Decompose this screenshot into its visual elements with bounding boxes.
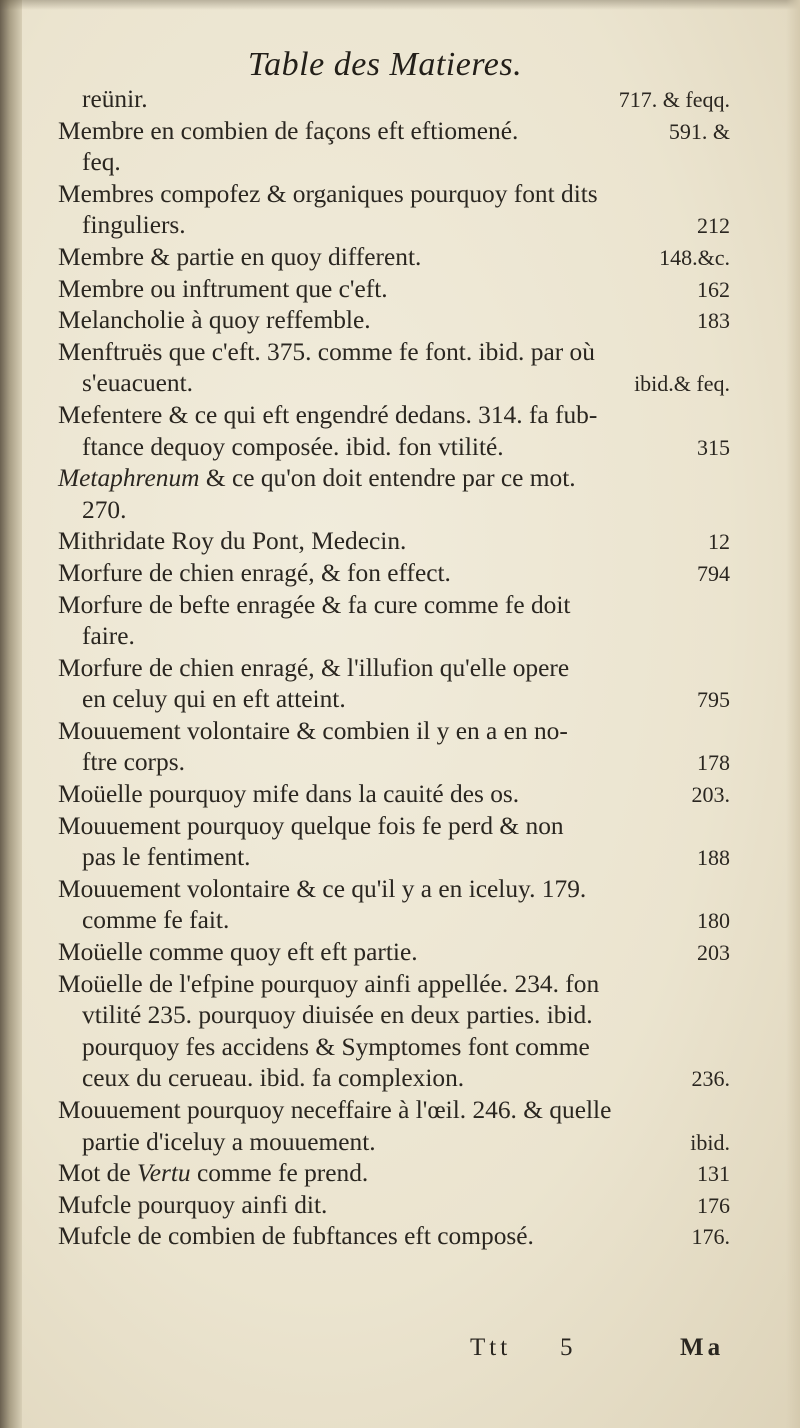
index-entry xyxy=(58,590,730,622)
index-entry xyxy=(58,969,730,1001)
entry-text: pas le fentiment. xyxy=(82,843,251,872)
entry-page: 591. & xyxy=(668,118,730,144)
index-entry xyxy=(58,400,730,432)
index-entry xyxy=(58,84,730,116)
entry-text: Morfure de befte enragée & fa cure comme fe doit xyxy=(58,590,571,619)
entry-page: 236. xyxy=(691,1066,730,1092)
index-entry xyxy=(58,874,730,906)
entry-text: Melancholie à quoy reffemble. xyxy=(58,306,371,335)
entry-page: 203 xyxy=(697,940,730,966)
index-entry xyxy=(58,526,730,558)
entry-page: 12 xyxy=(708,529,730,555)
index-entry xyxy=(58,242,730,274)
index-entry xyxy=(58,811,730,843)
index-entry xyxy=(58,1063,730,1095)
entry-text: Mouuement pourquoy quelque fois fe perd & non xyxy=(58,811,564,840)
index-entry xyxy=(58,495,730,527)
entry-text: Mot de Vertu comme fe prend. xyxy=(58,1159,369,1188)
entry-page: 162 xyxy=(697,276,730,302)
entry-text: Mefentere & ce qui eft engendré dedans. 314. fa fub- xyxy=(58,400,598,429)
entry-text: en celuy qui en eft atteint. xyxy=(82,685,346,714)
entry-page: 176. xyxy=(691,1224,730,1250)
index-entry xyxy=(58,1095,730,1127)
index-entry xyxy=(58,905,730,937)
entry-page: 795 xyxy=(697,687,730,713)
index-entry xyxy=(58,432,730,464)
italic-term: Vertu xyxy=(137,1159,191,1188)
index-entry xyxy=(58,1032,730,1064)
index-entry xyxy=(58,147,730,179)
entry-text: Morfure de chien enragé, & l'illufion qu'elle opere xyxy=(58,653,570,682)
entry-page: 180 xyxy=(697,908,730,934)
catchword: Ma xyxy=(680,1334,725,1361)
entry-text: feq. xyxy=(82,148,121,177)
entry-text: ceux du cerueau. ibid. fa complexion. xyxy=(82,1064,465,1093)
index-entry xyxy=(58,716,730,748)
entry-text: ftance dequoy composée. ibid. fon vtilité. xyxy=(82,432,504,461)
index-entry xyxy=(58,558,730,590)
index-entry xyxy=(58,1000,730,1032)
page-edge xyxy=(786,0,800,1428)
signature-number: 5 xyxy=(560,1334,577,1361)
entry-page: ibid. xyxy=(690,1129,730,1155)
entry-text: s'euacuent. xyxy=(82,369,194,398)
entry-page: 203. xyxy=(691,782,730,808)
entry-page: 131 xyxy=(697,1161,730,1187)
entry-text: Menftruës que c'eft. 375. comme fe font. ibid. par où xyxy=(58,337,595,366)
entry-page: 176 xyxy=(697,1192,730,1218)
index-entry xyxy=(58,653,730,685)
index-entry xyxy=(58,210,730,242)
index-entry xyxy=(58,305,730,337)
entry-text: Mouuement pourquoy neceffaire à l'œil. 246. & quelle xyxy=(58,1096,612,1124)
entry-page: 717. & feqq. xyxy=(618,87,730,112)
entry-text: vtilité 235. pourquoy diuisée en deux parties. ibid. xyxy=(82,1001,593,1030)
entry-text: Moüelle de l'efpine pourquoy ainfi appellée. 234. fon xyxy=(58,969,600,998)
entry-text: Mouuement volontaire & ce qu'il y a en iceluy. 179. xyxy=(58,874,587,903)
entry-text: 270. xyxy=(82,495,127,524)
entry-text: partie d'iceluy a mouuement. xyxy=(82,1127,376,1156)
index-entry xyxy=(58,1190,730,1222)
binding-gutter xyxy=(0,0,22,1428)
entry-text: ftre corps. xyxy=(82,748,185,777)
entry-page: 188 xyxy=(697,845,730,871)
index-entry xyxy=(58,747,730,779)
italic-term: Metaphrenum xyxy=(58,464,200,493)
entry-page: 183 xyxy=(697,308,730,334)
page-footer xyxy=(0,1334,800,1368)
signature-mark: Ttt xyxy=(470,1334,512,1361)
index-entry xyxy=(58,368,730,400)
index-entry xyxy=(58,1127,730,1159)
entry-text: finguliers. xyxy=(82,211,186,240)
entry-page: ibid.& feq. xyxy=(634,371,730,397)
index-entry xyxy=(58,463,730,495)
entry-text: Moüelle comme quoy eft eft partie. xyxy=(58,938,418,967)
entry-text: Moüelle pourquoy mife dans la cauité des os. xyxy=(58,780,520,809)
index-entry xyxy=(58,621,730,653)
entry-text: Mouuement volontaire & combien il y en a en no- xyxy=(58,716,568,745)
entry-text: Membre ou inftrument que c'eft. xyxy=(58,274,388,303)
index-entry xyxy=(58,779,730,811)
entry-text: faire. xyxy=(82,622,135,651)
entry-page: 178 xyxy=(697,750,730,776)
top-shadow xyxy=(0,0,800,10)
entry-text: Mithridate Roy du Pont, Medecin. xyxy=(58,527,407,556)
running-head: Table des Matieres. xyxy=(247,46,523,83)
entry-page: 212 xyxy=(697,213,730,239)
index-entry xyxy=(58,842,730,874)
index-entry xyxy=(58,937,730,969)
index-entry xyxy=(58,337,730,369)
entry-text: Morfure de chien enragé, & fon effect. xyxy=(58,558,451,587)
entry-text: Mufcle de combien de fubftances eft composé. xyxy=(58,1222,534,1251)
entry-text: reünir. xyxy=(82,85,148,113)
entry-page: 315 xyxy=(697,434,730,460)
index-entry xyxy=(58,684,730,716)
index-entries xyxy=(58,84,730,1253)
entry-text: Membre en combien de façons eft eftiomené. xyxy=(58,116,519,145)
entry-text: Metaphrenum & ce qu'on doit entendre par ce mot. xyxy=(58,464,576,493)
entry-page: 794 xyxy=(697,560,730,586)
entry-text: Mufcle pourquoy ainfi dit. xyxy=(58,1190,328,1219)
index-entry xyxy=(58,1221,730,1253)
index-entry xyxy=(58,179,730,211)
entry-text: pourquoy fes accidens & Symptomes font comme xyxy=(82,1032,590,1061)
entry-text: Membre & partie en quoy different. xyxy=(58,242,422,271)
index-entry xyxy=(58,274,730,306)
entry-text: Membres compofez & organiques pourquoy font dits xyxy=(58,179,598,208)
index-entry xyxy=(58,116,730,148)
entry-page: 148.&c. xyxy=(659,244,730,270)
index-entry xyxy=(58,1158,730,1190)
entry-text: comme fe fait. xyxy=(82,906,230,935)
